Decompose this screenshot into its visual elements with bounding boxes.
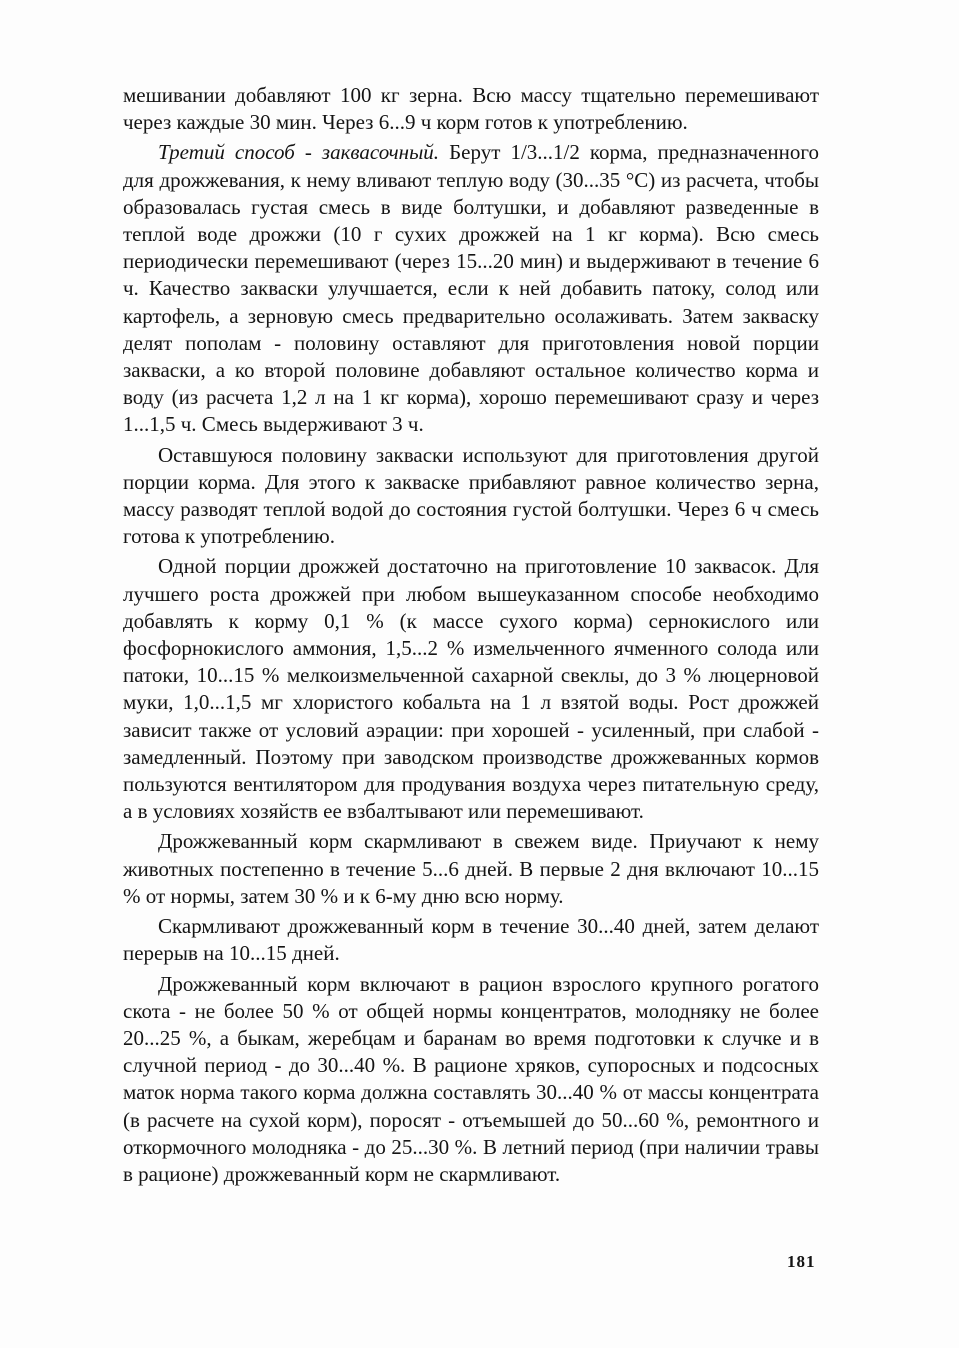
body-text — [123, 82, 819, 1191]
paragraph-remaining-starter — [123, 442, 819, 551]
paragraph-text: Дрожжеванный корм включают в рацион взрослого крупного рогатого скота - не более 50 % от общей нормы концентратов, молодняку не более 20...25 %, а быкам, жеребцам и баранам во время подготовки к случке и в случной период - до 30...40 %. В рационе хряков, супоросных и подсосных маток норма такого корма должна составлять 30...40 % от массы концентрата (в расчете на сухой корм), поросят - отъемышей до 50...60 %, ремонтного и откормочного молодняка - до 25...30 %. В летний период (при наличии травы в рационе) дрожжеванный корм не скармливают. — [123, 971, 819, 1186]
paragraph-feeding-fresh — [123, 828, 819, 910]
paragraph-text: мешивании добавляют 100 кг зерна. Всю массу тщательно перемешивают через каждые 30 мин. Через 6...9 ч корм готов к употреблению. — [123, 83, 819, 135]
paragraph-feeding-duration — [123, 913, 819, 967]
paragraph-text: Оставшуюся половину закваски используют для приготовления другой порции корма. Для этого к закваске прибавляют равное количество зерна, массу разводят теплой водой до состояния густой болтушки. Через 6 ч смесь готова к употреблению. — [123, 442, 819, 549]
paragraph-text: Скармливают дрожжеванный корм в течение 30...40 дней, затем делают перерыв на 10...15 дней. — [123, 914, 819, 966]
paragraph-continuation — [123, 82, 819, 136]
paragraph-third-method — [123, 139, 819, 438]
paragraph-ration-norms — [123, 971, 819, 1189]
paragraph-yeast-growth — [123, 553, 819, 825]
page-number: 181 — [787, 1252, 816, 1271]
paragraph-emphasis: Третий способ - заквасочный. — [158, 140, 440, 165]
paragraph-text: Дрожжеванный корм скармливают в свежем виде. Приучают к нему животных постепенно в течение 5...6 дней. В первые 2 дня включают 10...15 % от нормы, затем 30 % и к 6-му дню всю норму. — [123, 829, 819, 908]
paragraph-text: Берут 1/3...1/2 корма, предназначенного для дрожжевания, к нему вливают теплую воду (30...35 °С) из расчета, чтобы образовалась густая смесь в виде болтушки, и добавляют разведенные в теплой воде дрожжи (10 г сухих дрожжей на 1 кг корма). Всю смесь периодически перемешивают (через 15...20 мин) и выдерживают в течение 6 ч. Качество закваски улучшается, если к ней добавить патоку, солод или картофель, а зерновую смесь предварительно осолаживать. Затем закваску делят пополам - половину оставляют для приготовления новой порции закваски, а ко второй половине добавляют остальное количество корма и воду (из расчета 1,2 л на 1 кг корма), хорошо перемешивают сразу и через 1...1,5 ч. Смесь выдерживают 3 ч. — [123, 140, 819, 437]
paragraph-text: Одной порции дрожжей достаточно на приготовление 10 заквасок. Для лучшего роста дрожжей при любом вышеуказанном способе необходимо добавлять к корму 0,1 % (к массе сухого корма) сернокислого или фосфорнокислого аммония, 1,5...2 % измельченного ячменного солода или патоки, 10...15 % мелкоизмельченной сахарной свеклы, до 3 % люцерновой муки, 1,0...1,5 мг хлористого кобальта на 1 л взятой воды. Рост дрожжей зависит также от условий аэрации: при хорошей - усиленный, при слабой - замедленный. Поэтому при заводском производстве дрожжеванных кормов пользуются вентилятором для продувания воздуха через питательную среду, а в условиях хозяйств ее взбалтывают или перемешивают. — [123, 554, 819, 824]
